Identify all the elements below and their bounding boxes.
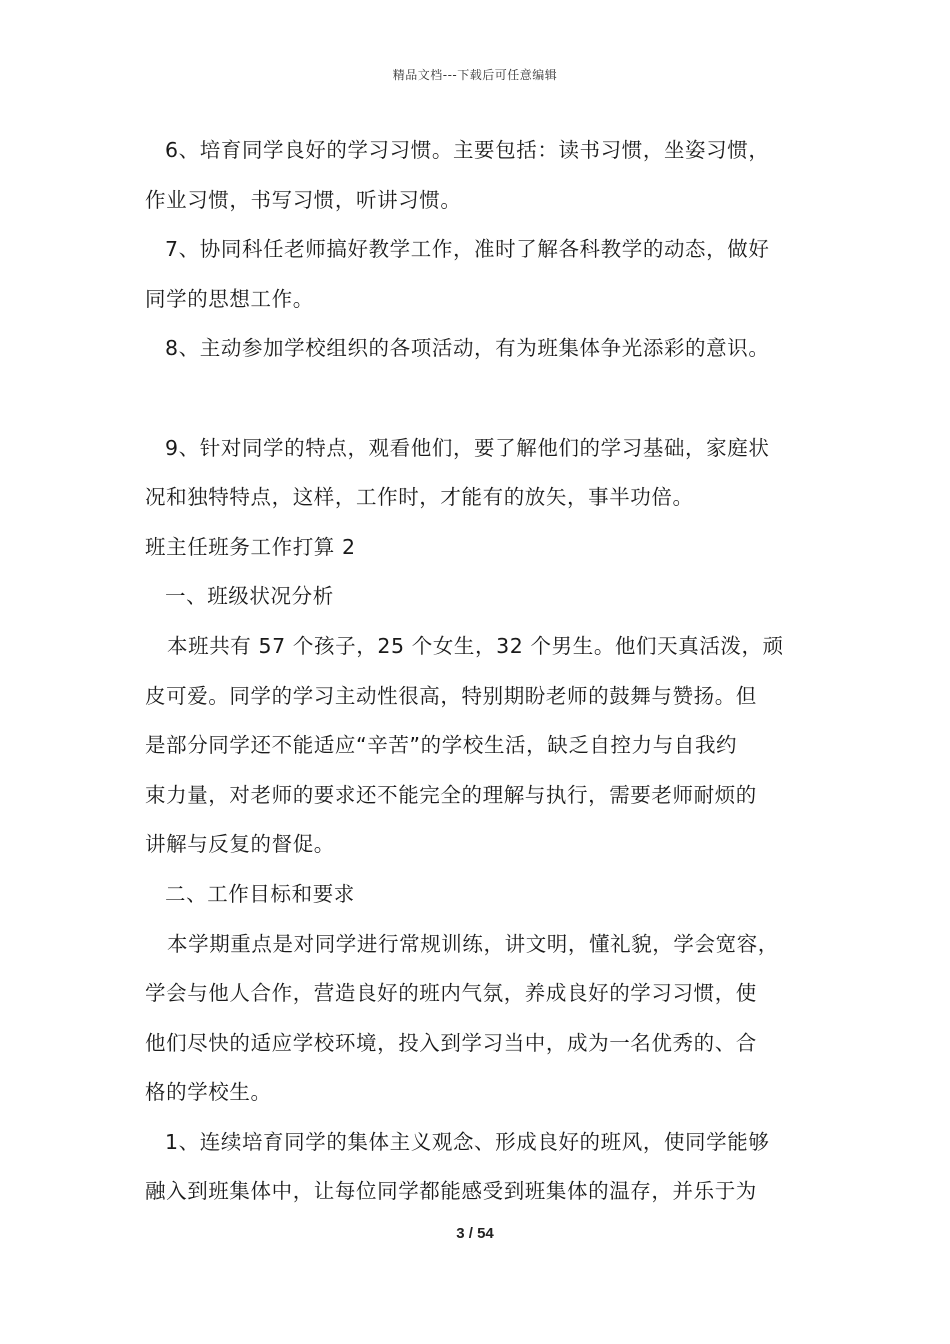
paragraph-line: 格的学校生。	[145, 1080, 272, 1105]
page-number: 3 / 54	[456, 1225, 494, 1242]
paragraph-line: 是部分同学还不能适应“辛苦”的学校生活，缺乏自控力与自我约	[145, 733, 738, 758]
paragraph-line: 7、协同科任老师搞好教学工作，准时了解各科教学的动态，做好	[165, 237, 770, 262]
section-heading: 二、工作目标和要求	[165, 881, 355, 906]
paragraph-line: 1、连续培育同学的集体主义观念、形成良好的班风，使同学能够	[165, 1129, 770, 1154]
paragraph-line: 作业习惯，书写习惯，听讲习惯。	[145, 187, 462, 212]
section-heading: 一、班级状况分析	[165, 584, 334, 609]
document-body	[145, 126, 815, 1217]
blank-line	[145, 374, 815, 424]
paragraph-line: 融入到班集体中，让每位同学都能感受到班集体的温存，并乐于为	[145, 1179, 757, 1204]
paragraph-line: 皮可爱。同学的学习主动性很高，特别期盼老师的鼓舞与赞扬。但	[145, 683, 757, 708]
paragraph-line: 9、针对同学的特点，观看他们，要了解他们的学习基础，家庭状	[165, 435, 770, 460]
paragraph-line: 本班共有 57 个孩子，25 个女生，32 个男生。他们天真活泼，顽	[167, 633, 784, 658]
section-title: 班主任班务工作打算 2	[145, 534, 356, 559]
paragraph-line: 同学的思想工作。	[145, 286, 314, 311]
paragraph-line: 讲解与反复的督促。	[145, 832, 335, 857]
paragraph-line: 6、培育同学良好的学习习惯。主要包括：读书习惯，坐姿习惯，	[165, 138, 770, 162]
paragraph-line: 束力量，对老师的要求还不能完全的理解与执行，需要老师耐烦的	[145, 782, 757, 807]
paragraph-line: 他们尽快的适应学校环境，投入到学习当中，成为一名优秀的、合	[145, 1030, 757, 1055]
paragraph-line: 本学期重点是对同学进行常规训练，讲文明，懂礼貌，学会宽容，	[167, 931, 779, 956]
paragraph-line: 8、主动参加学校组织的各项活动，有为班集体争光添彩的意识。	[165, 336, 770, 361]
paragraph-line: 况和独特特点，这样，工作时，才能有的放矢，事半功倍。	[145, 485, 694, 510]
paragraph-line: 学会与他人合作，营造良好的班内气氛，养成良好的学习习惯，使	[145, 981, 757, 1006]
page-header: 精品文档---下载后可任意编辑	[392, 68, 558, 82]
